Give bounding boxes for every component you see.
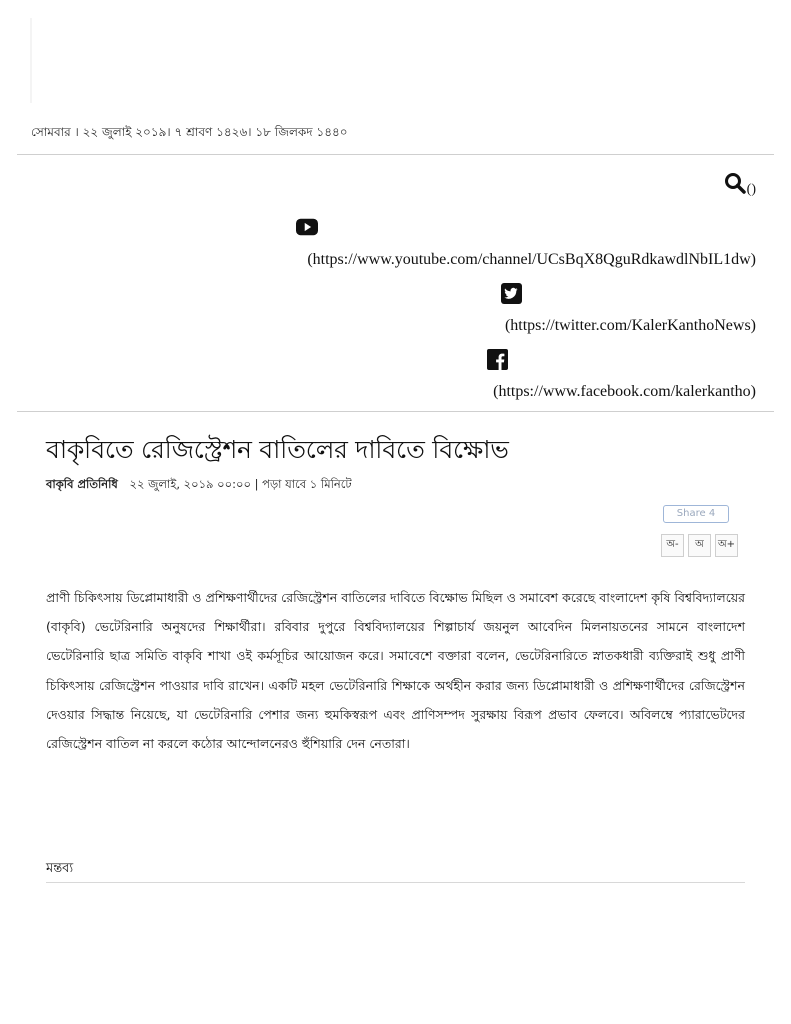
font-increase-button[interactable]: অ+ [715,534,738,557]
font-size-controls [661,534,738,557]
font-reset-button[interactable]: অ [688,534,711,557]
youtube-icon[interactable] [296,216,318,238]
font-decrease-button[interactable]: অ- [661,534,684,557]
logo-placeholder [30,18,32,103]
comments-heading: মন্তব্য [46,861,74,876]
search-widget[interactable] [724,172,756,198]
twitter-link[interactable]: (https://twitter.com/KalerKanthoNews) [504,317,756,334]
search-icon[interactable] [724,172,746,198]
search-count: () [746,182,756,197]
comments-divider [46,882,745,883]
facebook-link[interactable]: (https://www.facebook.com/kalerkantho) [493,383,756,400]
article-read-time: | পড়া যাবে ১ মিনিটে [254,477,352,491]
share-button[interactable]: Share 4 [663,505,729,523]
dateline: সোমবার । ২২ জুলাই ২০১৯। ৭ শ্রাবণ ১৪২৬। ১৮ জিলকদ ১৪৪০ [31,125,348,139]
article-published: ২২ জুলাই, ২০১৯ ০০:০০ [129,477,251,491]
article-headline: বাকৃবিতে রেজিস্ট্রেশন বাতিলের দাবিতে বিক্ষোভ [46,435,509,464]
article-byline [46,476,352,495]
header-divider [17,154,774,155]
twitter-icon[interactable] [500,282,522,304]
youtube-link[interactable]: (https://www.youtube.com/channel/UCsBqX8QguRdkawdlNbIL1dw) [307,251,756,268]
facebook-icon[interactable] [486,348,508,370]
article-body: প্রাণী চিকিৎসায় ডিপ্লোমাধারী ও প্রশিক্ষণার্থীদের রেজিস্ট্রেশন বাতিলের দাবিতে বিক্ষোভ মিছিল ও সমাবেশ করেছে বাংলাদেশ কৃষি বিশ্ববিদ্যালয়ের (বাকৃবি) ভেটেরিনারি অনুষদের শিক্ষার্থীরা। রবিবার দুপুরে বিশ্ববিদ্যালয়ের শিল্পাচার্য জয়নুল আবেদিন মিলনায়তনের সামনে বাংলাদেশ ভেটেরিনারি ছাত্র সমিতি বাকৃবি শাখা ওই কর্মসূচির আয়োজন করে। সমাবেশে বক্তারা বলেন, ভেটেরিনারিতে স্নাতকধারী ব্যক্তিরাই শুধু প্রাণী চিকিৎসায় রেজিস্ট্রেশন পাওয়ার দাবি রাখেন। একটি মহল ভেটেরিনারি শিক্ষাকে অর্থহীন করার জন্য ডিপ্লোমাধারী ও প্রশিক্ষণার্থীদের রেজিস্ট্রেশন দেওয়ার সিদ্ধান্ত নিয়েছে, যা ভেটেরিনারি পেশার জন্য হুমকিস্বরূপ এবং প্রাণিসম্পদ সুরক্ষায় বিরূপ প্রভাব ফেলবে। অবিলম্বে প্যারাভেটদের রেজিস্ট্রেশন বাতিল না করলে কঠোর আন্দোলনেরও হুঁশিয়ারি দেন নেতারা। [46,590,745,752]
article-reporter[interactable]: বাকৃবি প্রতিনিধি [46,477,118,491]
nav-divider [17,411,774,412]
